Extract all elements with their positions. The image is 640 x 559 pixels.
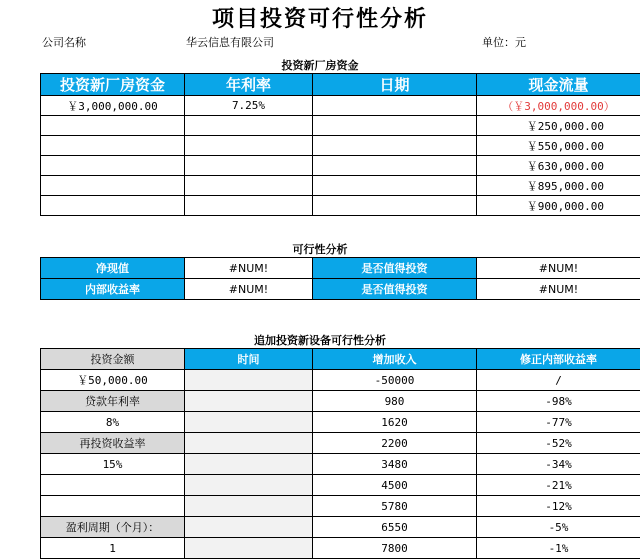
- income-cell[interactable]: 980: [313, 391, 477, 412]
- cash-flow-cell[interactable]: ￥895,000.00: [477, 176, 640, 196]
- header-time: 时间: [185, 349, 313, 370]
- time-cell[interactable]: [185, 475, 313, 496]
- factory-fund-table: [40, 73, 640, 216]
- mirr-cell[interactable]: /: [477, 370, 640, 391]
- income-cell[interactable]: 1620: [313, 412, 477, 433]
- mirr-cell[interactable]: -34%: [477, 454, 640, 475]
- income-cell[interactable]: 6550: [313, 517, 477, 538]
- npv-value[interactable]: #NUM!: [185, 258, 313, 279]
- page-title: 项目投资可行性分析: [0, 2, 640, 33]
- cash-flow-cell[interactable]: ￥250,000.00: [477, 116, 640, 136]
- empty-cell[interactable]: [185, 116, 313, 136]
- date-cell[interactable]: [313, 196, 477, 216]
- header-added-income: 增加收入: [313, 349, 477, 370]
- header-rate: 年利率: [185, 74, 313, 96]
- mirr-cell[interactable]: -21%: [477, 475, 640, 496]
- reinvest-rate-label: 再投资收益率: [41, 433, 185, 454]
- income-cell[interactable]: 2200: [313, 433, 477, 454]
- time-cell[interactable]: [185, 496, 313, 517]
- feasibility-table: [40, 257, 640, 300]
- irr-label: 内部收益率: [41, 279, 185, 300]
- time-cell[interactable]: [185, 391, 313, 412]
- section-title-factory-fund: 投资新厂房资金: [0, 57, 640, 73]
- empty-cell[interactable]: [185, 176, 313, 196]
- empty-cell[interactable]: [185, 196, 313, 216]
- section-title-equipment: 追加投资新设备可行性分析: [0, 332, 640, 348]
- mirr-cell[interactable]: -98%: [477, 391, 640, 412]
- time-cell[interactable]: [185, 517, 313, 538]
- time-cell[interactable]: [185, 538, 313, 559]
- loan-rate-label: 贷款年利率: [41, 391, 185, 412]
- profit-period-value[interactable]: 1: [41, 538, 185, 559]
- header-investment-amount: 投资金额: [41, 349, 185, 370]
- empty-cell[interactable]: [41, 176, 185, 196]
- empty-cell[interactable]: [41, 496, 185, 517]
- irr-value[interactable]: #NUM!: [185, 279, 313, 300]
- profit-period-label: 盈利周期（个月）：: [41, 517, 185, 538]
- worth-investing-label: 是否值得投资: [313, 258, 477, 279]
- mirr-cell[interactable]: -77%: [477, 412, 640, 433]
- unit-label: 单位：元: [482, 34, 526, 50]
- empty-cell[interactable]: [41, 475, 185, 496]
- header-date: 日期: [313, 74, 477, 96]
- mirr-cell[interactable]: -52%: [477, 433, 640, 454]
- cash-flow-cell[interactable]: ￥630,000.00: [477, 156, 640, 176]
- date-cell[interactable]: [313, 136, 477, 156]
- empty-cell[interactable]: [41, 156, 185, 176]
- empty-cell[interactable]: [41, 116, 185, 136]
- income-cell[interactable]: 7800: [313, 538, 477, 559]
- income-cell[interactable]: -50000: [313, 370, 477, 391]
- empty-cell[interactable]: [185, 136, 313, 156]
- time-cell[interactable]: [185, 454, 313, 475]
- worth-investing-value[interactable]: #NUM!: [477, 279, 640, 300]
- loan-rate-value[interactable]: 8%: [41, 412, 185, 433]
- mirr-cell[interactable]: -5%: [477, 517, 640, 538]
- equipment-table: [40, 348, 640, 559]
- worth-investing-label: 是否值得投资: [313, 279, 477, 300]
- mirr-cell[interactable]: -1%: [477, 538, 640, 559]
- npv-label: 净现值: [41, 258, 185, 279]
- header-investment: 投资新厂房资金: [41, 74, 185, 96]
- investment-amount[interactable]: ￥3,000,000.00: [41, 96, 185, 116]
- header-mirr: 修正内部收益率: [477, 349, 640, 370]
- date-cell[interactable]: [313, 116, 477, 136]
- income-cell[interactable]: 5780: [313, 496, 477, 517]
- empty-cell[interactable]: [41, 196, 185, 216]
- empty-cell[interactable]: [41, 136, 185, 156]
- empty-cell[interactable]: [185, 156, 313, 176]
- company-name: 华云信息有限公司: [186, 34, 274, 50]
- cash-flow-cell[interactable]: ￥900,000.00: [477, 196, 640, 216]
- time-cell[interactable]: [185, 433, 313, 454]
- date-cell[interactable]: [313, 176, 477, 196]
- cash-flow-cell[interactable]: （￥3,000,000.00）: [477, 96, 640, 116]
- income-cell[interactable]: 3480: [313, 454, 477, 475]
- date-cell[interactable]: [313, 156, 477, 176]
- worth-investing-value[interactable]: #NUM!: [477, 258, 640, 279]
- investment-amount-value[interactable]: ￥50,000.00: [41, 370, 185, 391]
- time-cell[interactable]: [185, 370, 313, 391]
- section-title-feasibility: 可行性分析: [0, 241, 640, 257]
- header-cash-flow: 现金流量: [477, 74, 640, 96]
- date-cell[interactable]: [313, 96, 477, 116]
- time-cell[interactable]: [185, 412, 313, 433]
- annual-rate[interactable]: 7.25%: [185, 96, 313, 116]
- company-label: 公司名称: [42, 34, 86, 50]
- reinvest-rate-value[interactable]: 15%: [41, 454, 185, 475]
- mirr-cell[interactable]: -12%: [477, 496, 640, 517]
- income-cell[interactable]: 4500: [313, 475, 477, 496]
- cash-flow-cell[interactable]: ￥550,000.00: [477, 136, 640, 156]
